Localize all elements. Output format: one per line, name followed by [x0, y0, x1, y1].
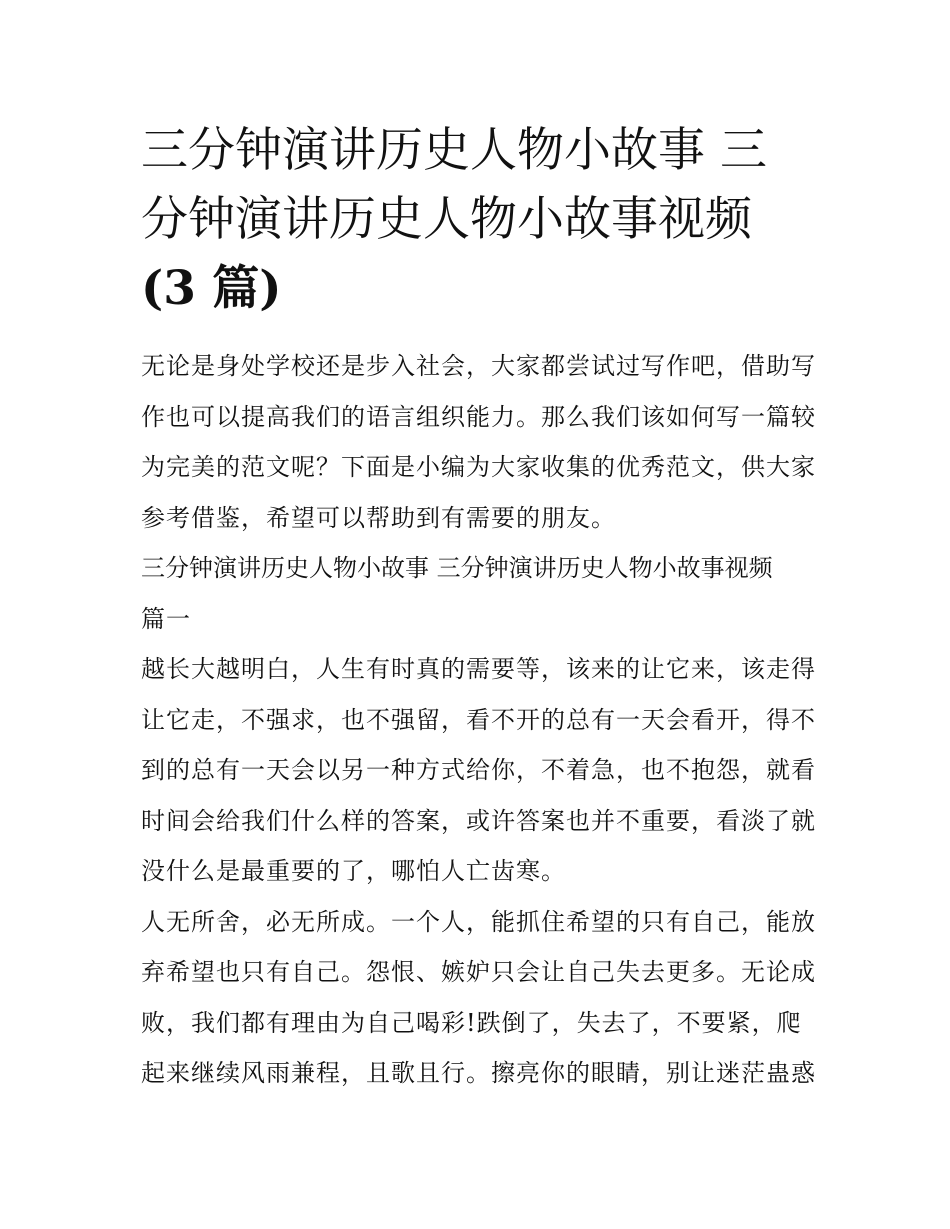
- title-line-2: 分钟演讲历史人物小故事视频: [141, 192, 752, 247]
- document-body: [141, 116, 821, 1099]
- intro-line: 无论是身处学校还是步入社会，大家都尝试过写作吧，借助写: [141, 352, 816, 380]
- intro-paragraph: [141, 341, 821, 543]
- title-line-1: 三分钟演讲历史人物小故事 三: [141, 123, 767, 178]
- paragraph-line: 到的总有一天会以另一种方式给你，不着急，也不抱怨，就看: [141, 756, 816, 784]
- paragraph-line: 弃希望也只有自己。怨恨、嫉妒只会让自己失去更多。无论成: [141, 958, 816, 986]
- body-paragraph-2: [141, 897, 821, 1099]
- intro-line: 作也可以提高我们的语言组织能力。那么我们该如何写一篇较: [141, 402, 816, 431]
- section-heading-line-2: 篇一: [141, 604, 191, 633]
- intro-line: 为完美的范文呢？下面是小编为大家收集的优秀范文，供大家: [141, 453, 816, 481]
- body-paragraph-1: [141, 644, 821, 897]
- title-line-3: (3 篇): [141, 261, 282, 316]
- paragraph-line: 起来继续风雨兼程，且歌且行。擦亮你的眼睛，别让迷茫蛊惑: [141, 1059, 816, 1087]
- paragraph-line: 让它走，不强求，也不强留，看不开的总有一天会看开，得不: [141, 705, 816, 734]
- paragraph-line: 越长大越明白，人生有时真的需要等，该来的让它来，该走得: [141, 655, 816, 683]
- section-heading-line-1: 三分钟演讲历史人物小故事 三分钟演讲历史人物小故事视频: [141, 554, 773, 582]
- section-heading: [141, 543, 821, 644]
- document-title: [141, 116, 821, 323]
- paragraph-line: 时间会给我们什么样的答案，或许答案也并不重要，看淡了就: [141, 806, 816, 835]
- paragraph-line: 没什么是最重要的了，哪怕人亡齿寒。: [141, 857, 566, 885]
- paragraph-line: 人无所舍，必无所成。一个人，能抓住希望的只有自己，能放: [141, 907, 816, 936]
- paragraph-line: 败，我们都有理由为自己喝彩!跌倒了，失去了，不要紧，爬: [141, 1008, 802, 1037]
- intro-line: 参考借鉴，希望可以帮助到有需要的朋友。: [141, 503, 616, 532]
